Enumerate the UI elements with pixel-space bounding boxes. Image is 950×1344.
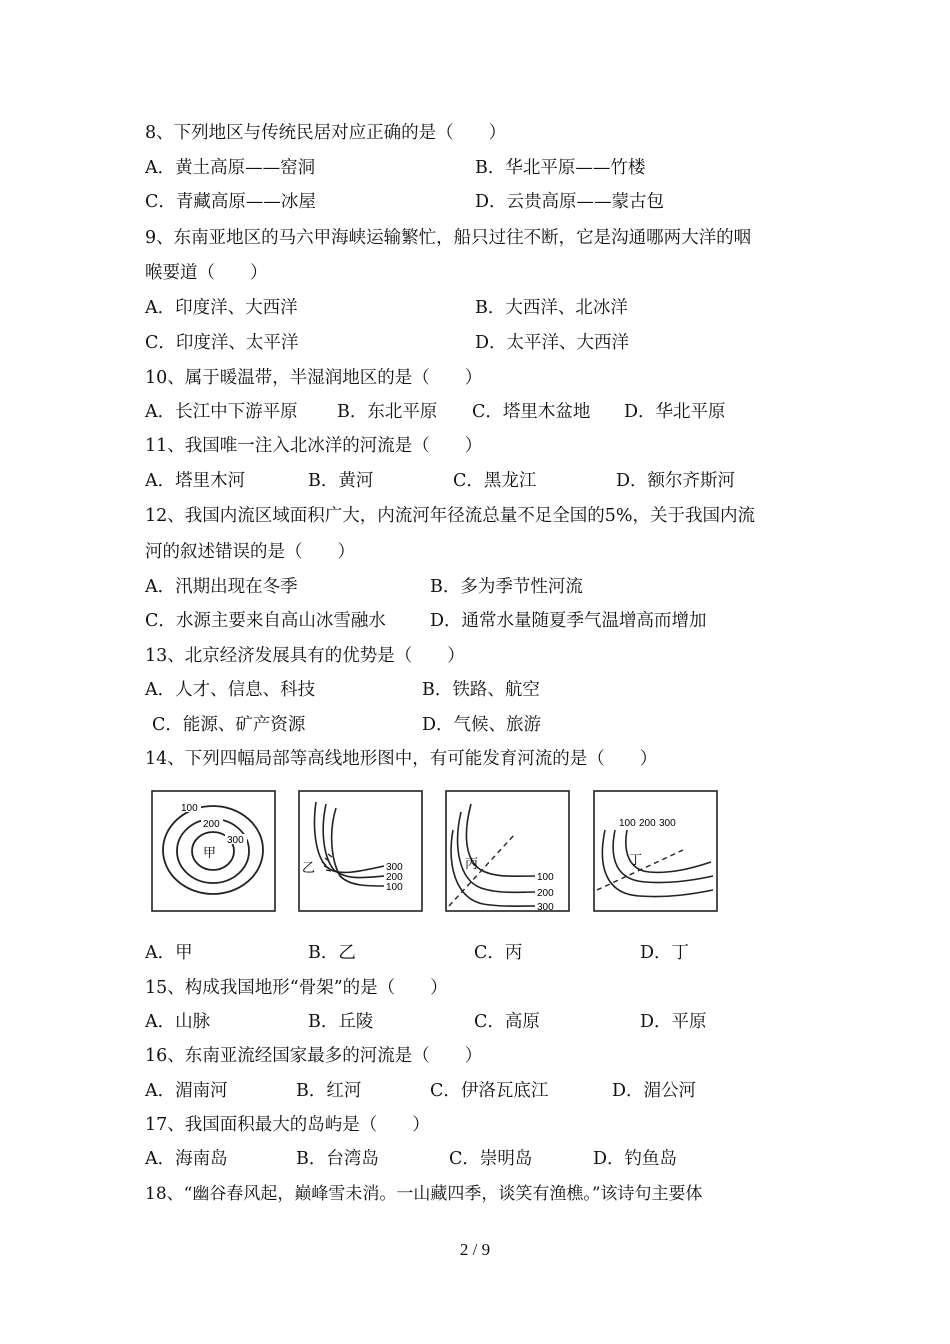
q8-option-c: C．青藏高原——冰屋 [145,192,316,212]
q9-option-a: A．印度洋、大西洋 [145,298,298,318]
q11-option-a: A．塔里木河 [145,471,246,491]
q9-stem-line1: 9、东南亚地区的马六甲海峡运输繁忙，船只过往不断，它是沟通哪两大洋的咽 [145,228,752,248]
q10-option-b: B．东北平原 [337,402,438,422]
jia-label: 甲 [203,846,217,861]
q12-option-b: B．多为季节性河流 [430,577,583,597]
q16-option-b: B．红河 [296,1081,362,1101]
jia-contour-300: 300 [227,835,244,846]
yi-contour-100: 100 [386,882,403,893]
q14-option-d: D．丁 [640,943,690,963]
page-number: 2 / 9 [459,1240,491,1259]
q13-option-c: C．能源、矿产资源 [152,715,306,735]
bing-contour-200: 200 [537,888,554,899]
q12-stem-line1: 12、我国内流区域面积广大，内流河年径流总量不足全国的5%，关于我国内流 [145,506,756,526]
q8-stem: 8、下列地区与传统民居对应正确的是（ ） [145,123,507,143]
q16-option-d: D．湄公河 [612,1081,697,1101]
bing-contour-100: 100 [537,872,554,883]
contour-map-ding-svg [593,790,718,912]
q10-option-a: A．长江中下游平原 [145,402,298,422]
q17-option-d: D．钓鱼岛 [593,1149,678,1169]
contour-map-bing [445,790,570,912]
q16-option-c: C．伊洛瓦底江 [430,1081,549,1101]
q11-option-c: C．黑龙江 [453,471,537,491]
q9-option-b: B．大西洋、北冰洋 [475,298,628,318]
bing-label: 丙 [465,857,479,872]
q13-option-a: A．人才、信息、科技 [145,680,316,700]
q17-option-b: B．台湾岛 [296,1149,379,1169]
contour-map-ding [593,790,718,912]
q15-option-d: D．平原 [640,1012,707,1032]
contour-maps [148,790,723,915]
q9-stem-line2: 喉要道（ ） [145,263,268,283]
q12-stem-line2: 河的叙述错误的是（ ） [145,542,355,562]
contour-map-yi-svg [298,790,423,912]
q16-stem: 16、东南亚流经国家最多的河流是（ ） [145,1046,483,1066]
ding-contour-200: 200 [639,818,656,829]
q17-stem: 17、我国面积最大的岛屿是（ ） [145,1115,430,1135]
q10-stem: 10、属于暖温带，半湿润地区的是（ ） [145,368,483,388]
yi-label: 乙 [302,861,316,876]
q8-option-a: A．黄土高原——窑洞 [145,158,316,178]
q15-option-b: B．丘陵 [308,1012,374,1032]
q12-option-d: D．通常水量随夏季气温增高而增加 [430,611,707,631]
q16-option-a: A．湄南河 [145,1081,228,1101]
jia-contour-100: 100 [181,803,198,814]
contour-map-jia-svg [151,790,276,912]
q14-option-b: B．乙 [308,943,356,963]
q18-stem: 18、“幽谷春风起，巅峰雪未消。一山藏四季，谈笑有渔樵。”该诗句主要体 [145,1184,703,1204]
q17-option-a: A．海南岛 [145,1149,228,1169]
q10-option-c: C．塔里木盆地 [472,402,591,422]
q9-option-c: C．印度洋、太平洋 [145,333,299,353]
ding-contour-100: 100 [619,818,636,829]
q15-stem: 15、构成我国地形“骨架”的是（ ） [145,978,448,998]
q14-option-a: A．甲 [145,943,193,963]
q17-option-c: C．崇明岛 [449,1149,533,1169]
q9-option-d: D．太平洋、大西洋 [475,333,630,353]
contour-map-bing-svg [445,790,570,912]
q13-stem: 13、北京经济发展具有的优势是（ ） [145,646,465,666]
ding-contour-300: 300 [659,818,676,829]
jia-contour-200: 200 [203,819,220,830]
yi-contour-200: 200 [386,872,403,883]
q13-option-d: D．气候、旅游 [422,715,542,735]
q13-option-b: B．铁路、航空 [422,680,540,700]
q12-option-c: C．水源主要来自高山冰雪融水 [145,611,386,631]
q14-option-c: C．丙 [474,943,523,963]
q15-option-c: C．高原 [474,1012,540,1032]
q14-stem: 14、下列四幅局部等高线地形图中，有可能发育河流的是（ ） [145,749,658,769]
q11-option-b: B．黄河 [308,471,374,491]
q10-option-d: D．华北平原 [624,402,726,422]
q15-option-a: A．山脉 [145,1012,211,1032]
ding-label: 丁 [629,853,643,868]
contour-map-yi [298,790,423,912]
q8-option-b: B．华北平原——竹楼 [475,158,646,178]
q12-option-a: A．汛期出现在冬季 [145,577,298,597]
q8-option-d: D．云贵高原——蒙古包 [475,192,665,212]
contour-map-jia [151,790,276,912]
bing-contour-300: 300 [537,902,554,912]
q11-option-d: D．额尔齐斯河 [616,471,736,491]
yi-contour-300: 300 [386,862,403,873]
q11-stem: 11、我国唯一注入北冰洋的河流是（ ） [145,436,483,456]
